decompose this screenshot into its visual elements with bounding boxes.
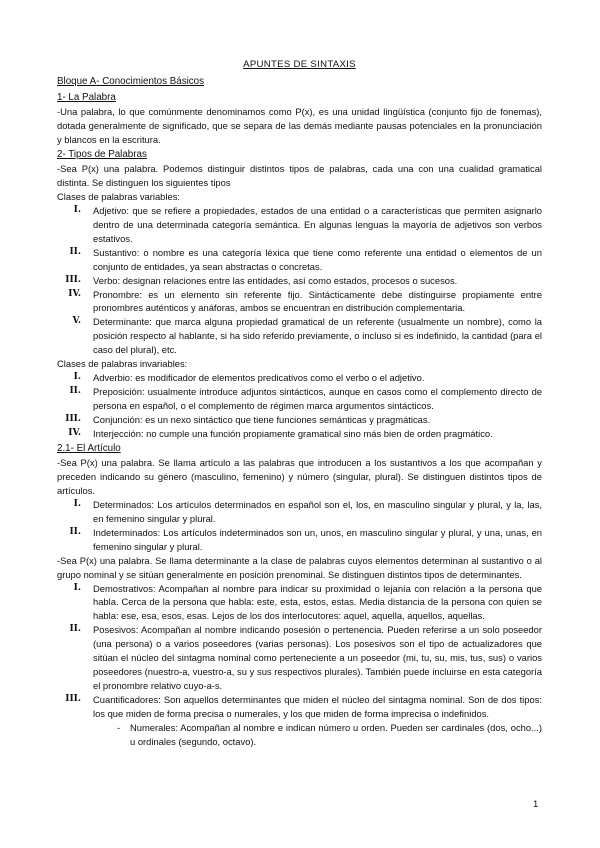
paragraph: -Sea P(x) una palabra. Se llama artículo a las palabras que introducen a los sustantivos a los que acompañan y preceden indicando su género (masculino, femenino) y número (singular, plural). Se distinguen distintos tipos de artículos. (57, 457, 542, 497)
list-number: III. (65, 274, 81, 285)
list-text: Conjunción: es un nexo sintáctico que tiene funciones semánticas y pragmáticas. (93, 413, 431, 425)
list-text: Preposición: usualmente introduce adjuntos sintácticos, aunque en casos como el complemento directo de persona en español, o el complemento de régimen marca argumentos sintácticos. (93, 385, 542, 411)
list-number: I. (73, 371, 81, 382)
list-item (57, 582, 542, 624)
list-text: Demostrativos: Acompañan al nombre para indicar su proximidad o lejanía con relación a la persona que habla. Cerca de la persona que habla: este, esta, estos, estas. Media distancia de la persona con quien se habla: ese, esa, esos, esas. Lejos de los dos interlocutores: aquel, aquella, aquellos, aquellas. (93, 582, 542, 622)
section-heading-tipos-de-palabras: 2- Tipos de Palabras (57, 149, 147, 161)
paragraph: -Una palabra, lo que comúnmente denominamos como P(x), es una unidad lingüística (conjunto fijo de fonemas), dotada generalmente de significado, que se separa de las demás mediante pausas potenciales en la pronunciación y blancos en la escritura. (57, 105, 542, 145)
list-item (57, 246, 542, 274)
invariable-word-list (57, 371, 542, 441)
page-number: 1 (533, 799, 539, 810)
block-heading: Bloque A- Conocimientos Básicos (57, 75, 205, 87)
list-label-variables: Clases de palabras variables: (57, 191, 180, 203)
list-item (57, 693, 542, 721)
list-text: Determinante: que marca alguna propiedad gramatical de un referente (usualmente un nombre), como la posición respecto al hablante, si ha sido referido previamente, o incluso si es indefinido, la cantidad (para el caso del plural), etc. (93, 316, 542, 356)
list-text: Numerales: Acompañan al nombre e indican número u orden. Pueden ser cardinales (dos, ocho...) u ordinales (segundo, octavo). (130, 721, 542, 747)
list-number: IV. (68, 288, 81, 299)
list-number: II. (69, 246, 81, 257)
list-number: II. (69, 624, 81, 635)
list-item (57, 288, 542, 316)
list-label-invariables: Clases de palabras invariables: (57, 358, 188, 370)
list-item (57, 371, 542, 385)
list-number: II. (69, 385, 81, 396)
dash-bullet: - (117, 721, 121, 733)
list-number: II. (69, 526, 81, 537)
list-text: Pronombre: es un elemento sin referente fijo. Sintácticamente debe distinguirse propiamente entre pronombres auténticos y anáforas, ambos se encuentran en distribución complementaria. (93, 288, 542, 314)
sub-list-item (57, 721, 542, 749)
list-item (57, 274, 542, 288)
list-text: Adverbio: es modificador de elementos predicativos como el verbo o el adjetivo. (93, 371, 425, 383)
list-item (57, 498, 542, 526)
list-number: I. (73, 499, 81, 510)
section-heading-la-palabra: 1- La Palabra (57, 91, 116, 103)
list-text: Indeterminados: Los artículos indeterminados son un, unos, en masculino singular y plural, y una, unas, en femenino singular y plural. (93, 526, 542, 552)
list-text: Sustantivo: o nombre es una categoría léxica que tiene como referente una entidad o elementos de un conjunto de entidades, ya sean abstractas o concretas. (93, 246, 542, 272)
list-item (57, 623, 542, 693)
paragraph: -Sea P(x) una palabra. Podemos distinguir distintos tipos de palabras, cada una con una cualidad gramatical distinta. Se distinguen los siguientes tipos (57, 163, 542, 189)
list-item (57, 204, 542, 246)
variable-word-list (57, 204, 542, 357)
list-text: Interjección: no cumple una función propiamente gramatical sino más bien de orden pragmático. (93, 427, 493, 439)
list-item (57, 315, 542, 357)
list-item (57, 385, 542, 413)
section-heading-el-articulo: 2.1- El Artículo (57, 443, 121, 455)
list-item (57, 413, 542, 427)
list-text: Posesivos: Acompañan al nombre indicando posesión o pertenencia. Pueden referirse a un solo poseedor (una persona) o a varios poseedores (varias personas). Los posesivos son el tipo de actualizadores que sitúan el núcleo del sintagma nominal como perteneciente a un poseedor (mi, tu, su, mis, tus, sus) o varios poseedores (nuestro-a, vuestro-a, su y sus respectivos plurales). También puede incluirse en esta categoría el pronombre relativo cuyo-a-s. (93, 624, 542, 691)
list-number: III. (65, 413, 81, 424)
article-list (57, 498, 542, 554)
document-title: APUNTES DE SINTAXIS (243, 59, 356, 70)
list-text: Adjetivo: que se refiere a propiedades, estados de una entidad o a características que permiten asignarlo dentro de una determinada categoría semántica. En algunas lenguas la mayoría de adjetivos son verbos estativos. (93, 205, 542, 244)
list-text: Verbo: designan relaciones entre las entidades, así como estados, procesos o sucesos. (93, 274, 458, 286)
list-text: Cuantificadores: Son aquellos determinantes que miden el núcleo del sintagma nominal. Son de dos tipos: los que miden de forma precisa o numerales, y los que miden de forma imprecisa o indefinidos. (93, 693, 542, 719)
list-number: V. (72, 316, 81, 327)
list-number: IV. (68, 427, 81, 438)
determinant-list (57, 582, 542, 721)
document-page (57, 58, 542, 748)
paragraph: -Sea P(x) una palabra. Se llama determinante a la clase de palabras cuyos elementos determinan al sustantivo o al grupo nominal y se sitúan generalmente en posición prenominal. Se distinguen distintos tipos de determinantes. (57, 554, 542, 580)
list-text: Determinados: Los artículos determinados en español son el, los, en masculino singular y plural, y la, las, en femenino singular y plural. (93, 499, 542, 524)
list-item (57, 526, 542, 554)
list-number: I. (73, 582, 81, 593)
list-number: III. (65, 693, 81, 704)
list-number: I. (73, 205, 81, 216)
list-item (57, 427, 542, 441)
